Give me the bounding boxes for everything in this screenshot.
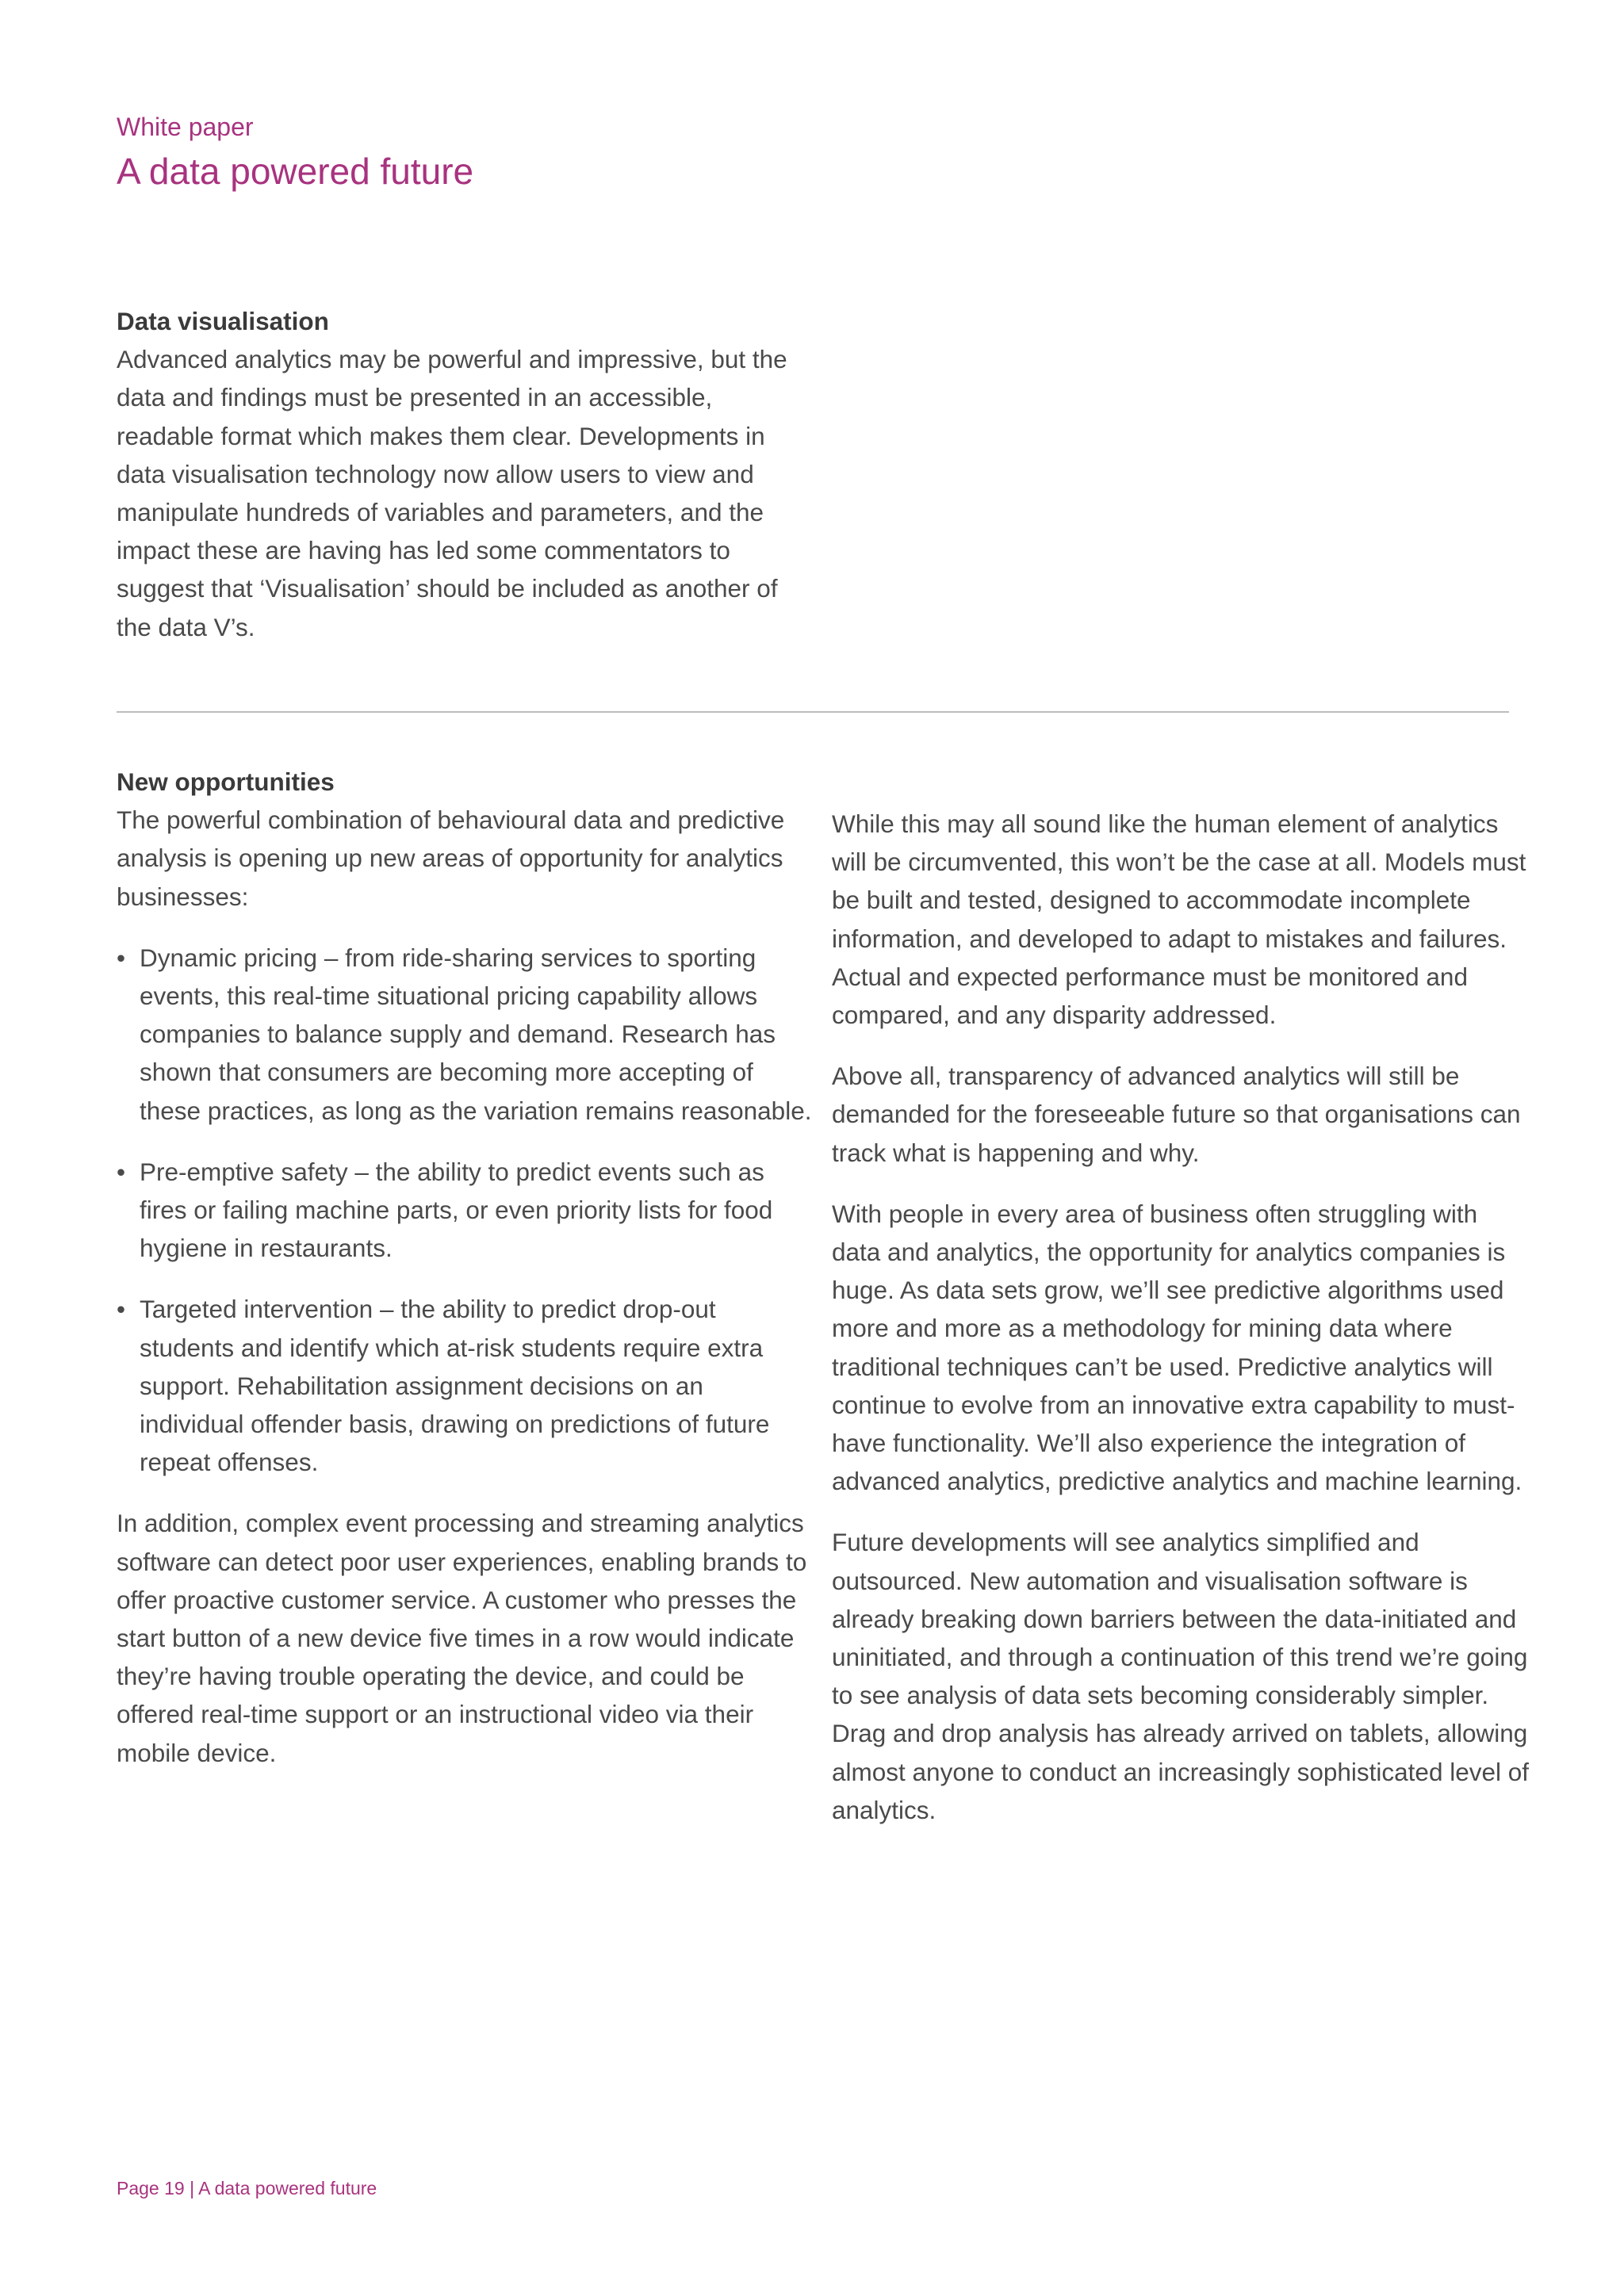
bullet-glyph: • (117, 1157, 126, 1186)
list-item-text: Pre-emptive safety – the ability to predict events such as fires or failing machine parts, or even priority lists for food hygiene in restaurants. (140, 1157, 773, 1263)
document-kicker: White paper (117, 113, 254, 141)
list-item-text: Targeted intervention – the ability to predict drop-out students and identify which at-risk students require extra support. Rehabilitation assignment decisions on an individual offender basis, drawing on predictions of future repeat offenses. (140, 1295, 770, 1477)
section-paragraph: Future developments will see analytics simplified and outsourced. New automation and visualisation software is already breaking down barriers between the data-initiated and uninitiated, and through a continuation of this trend we’re going to see analysis of data sets becoming considerably simpler. Drag and drop analysis has already arrived on tablets, allowing almost anyone to conduct an increasingly sophisticated level of analytics. (832, 1528, 1530, 1824)
list-item (117, 1290, 814, 1481)
bullet-glyph: • (117, 943, 126, 972)
list-item (117, 939, 814, 1130)
section-heading: Data visualisation (117, 307, 329, 335)
section-divider (117, 711, 1509, 713)
opportunity-list (117, 939, 814, 1482)
bullet-glyph: • (117, 1295, 126, 1324)
section-paragraph: The powerful combination of behavioural data and predictive analysis is opening up new areas of opportunity for analytics businesses: (117, 806, 785, 911)
section-paragraph: Above all, transparency of advanced analytics will still be demanded for the foreseeable future so that organisations can track what is happening and why. (832, 1062, 1521, 1167)
section-data-visualisation (117, 302, 814, 646)
section-paragraph: While this may all sound like the human element of analytics will be circumvented, this won’t be the case at all. Models must be built and tested, designed to accommodate incomplete information, and developed to adapt to mistakes and failures. Actual and expected performance must be monitored and compared, and any disparity addressed. (832, 809, 1526, 1030)
document-title: A data powered future (117, 151, 474, 192)
section-paragraph: Advanced analytics may be powerful and impressive, but the data and findings must be presented in an accessible, readable format which makes them clear. Developments in data visualisation technology now allow users to view and manipulate hundreds of variables and parameters, and the impact these are having has led some commentators to suggest that ‘Visualisation’ should be included as another of the data V’s. (117, 345, 787, 641)
list-item-text: Dynamic pricing – from ride-sharing services to sporting events, this real-time situational pricing capability allows companies to balance supply and demand. Research has shown that consumers are becoming more accepting of these practices, as long as the variation remains reasonable. (140, 943, 812, 1125)
list-item (117, 1153, 814, 1268)
page-footer: Page 19 | A data powered future (117, 2178, 377, 2198)
section-paragraph: With people in every area of business often struggling with data and analytics, the opportunity for analytics companies is huge. As data sets grow, we’ll see predictive algorithms used more and more as a methodology for mining data where traditional techniques can’t be used. Predictive analytics will continue to evolve from an innovative extra capability to must-have functionality. We’ll also experience the integration of advanced analytics, predictive analytics and machine learning. (832, 1199, 1522, 1496)
section-new-opportunities (117, 763, 814, 1772)
section-paragraph: In addition, complex event processing and streaming analytics software can detect poor user experiences, enabling brands to offer proactive customer service. A customer who presses the start button of a new device five times in a row would indicate they’re having trouble operating the device, and could be offered real-time support or an instructional video via their mobile device. (117, 1509, 807, 1767)
section-heading: New opportunities (117, 767, 335, 796)
section-right-column (832, 805, 1530, 1829)
